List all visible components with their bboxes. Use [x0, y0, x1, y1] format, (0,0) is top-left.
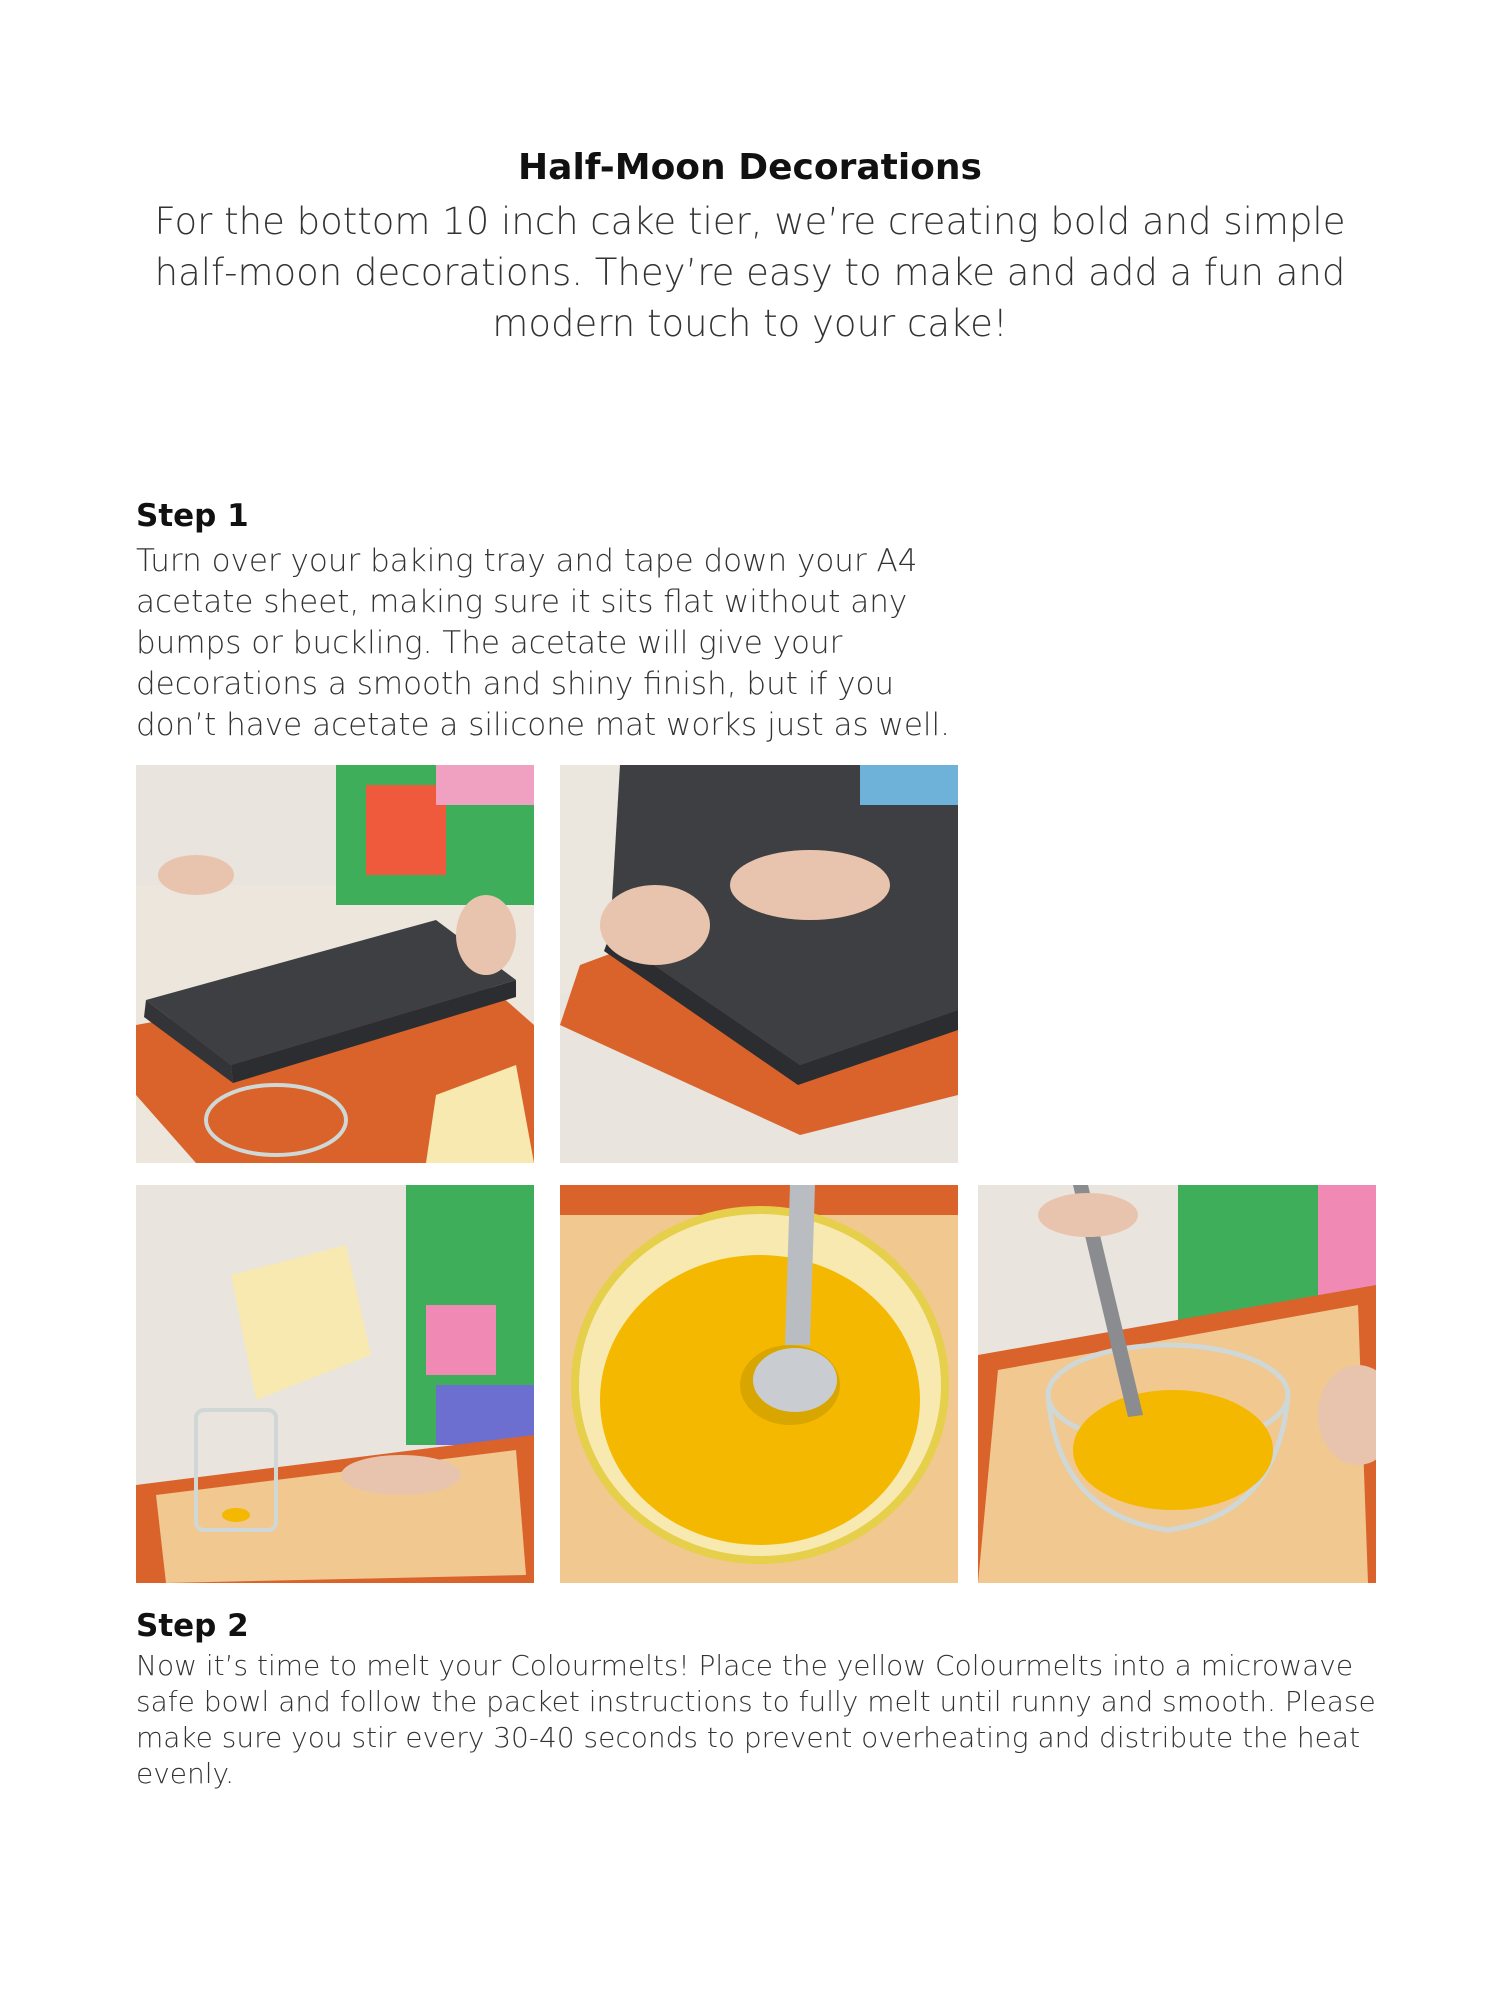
step-2-text: Now it’s time to melt your Colourmelts! Place the yellow Colourmelts into a microwave safe bowl and follow the packet instructions to fully melt until runny and smooth. Please make sure you stir every 30-40 seconds to prevent overheating and distribute the heat evenly.	[136, 1649, 1376, 1790]
step-1-photo-place-tray	[136, 765, 534, 1163]
intro-paragraph: For the bottom 10 inch cake tier, we’re creating bold and simple half-moon decorations. They’re easy to make and add a fun and modern touch to your cake!	[154, 200, 1346, 345]
page-title: Half-Moon Decorations	[518, 147, 982, 188]
step-2-photo-stir-melted	[560, 1185, 958, 1583]
step-2-photo-melted-jug	[978, 1185, 1376, 1583]
step-1-text: Turn over your baking tray and tape down your A4 acetate sheet, making sure it sits flat without any bumps or buckling. The acetate will give your decorations a smooth and shiny finish, but if you don’t have acetate a silicone mat works just as well.	[136, 543, 950, 743]
step-1-heading: Step 1	[136, 498, 249, 534]
step-1-photo-tape-acetate	[560, 765, 958, 1163]
step-2-photo-pour-melts	[136, 1185, 534, 1583]
step-2-heading: Step 2	[136, 1608, 249, 1644]
page-header	[130, 146, 1370, 349]
